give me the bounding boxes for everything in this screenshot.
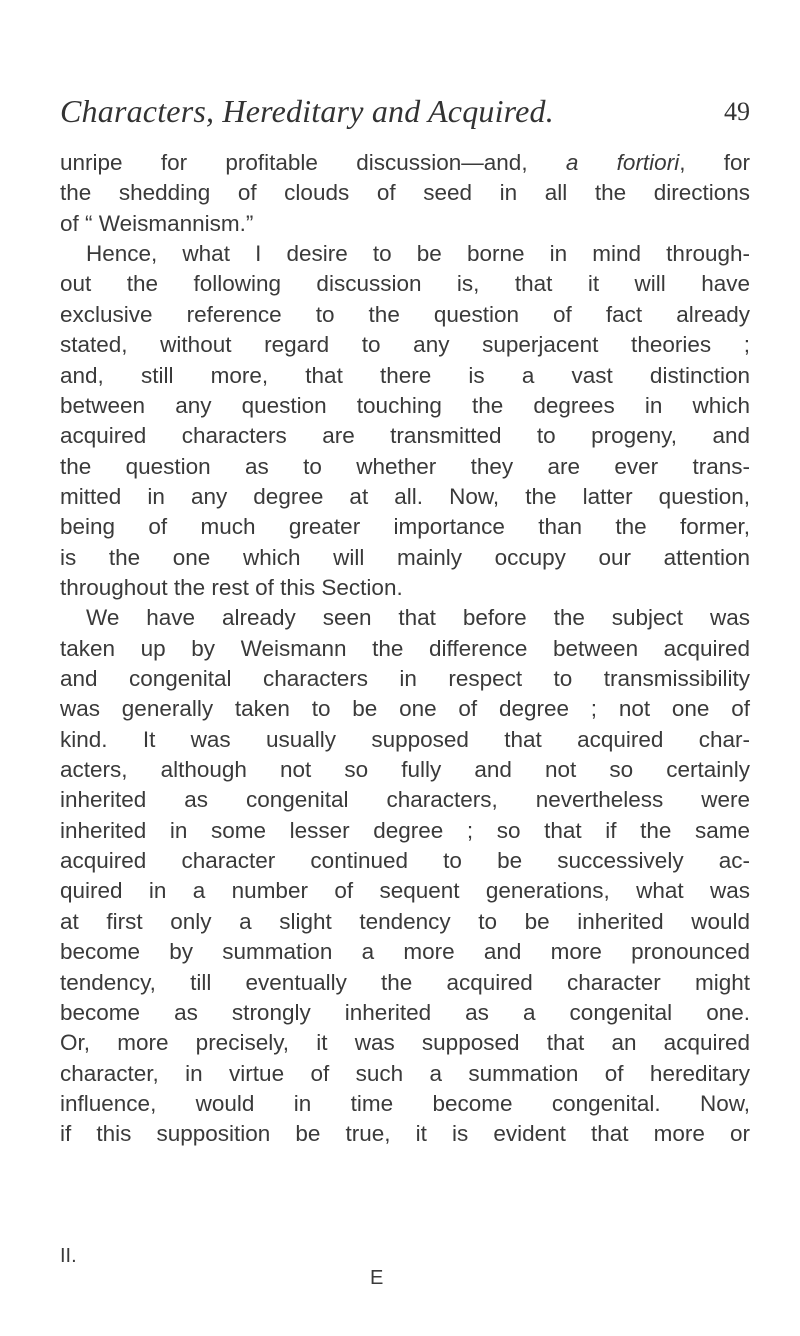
text-line-29: become as strongly inherited as a congenital one.	[60, 999, 750, 1025]
text-line-15: throughout the rest of this Section.	[60, 574, 403, 600]
text-line-11: the question as to whether they are ever trans-	[60, 453, 750, 479]
text-line-7: stated, without regard to any superjacent theories ;	[60, 332, 750, 358]
signature-mark: E	[370, 1267, 384, 1289]
text-line-30: Or, more precisely, it was supposed that an acquired	[60, 1030, 750, 1056]
text-line-27: become by summation a more and more pronounced	[60, 939, 750, 965]
text-line-12: mitted in any degree at all. Now, the latter question,	[60, 483, 750, 509]
running-title: Characters, Hereditary and Acquired.	[60, 93, 554, 129]
text-line-23: inherited in some lesser degree ; so that if the same	[60, 817, 750, 843]
italic-phrase: a fortiori	[565, 150, 680, 175]
running-head	[60, 93, 750, 133]
text-line-17: taken up by Weismann the difference between acquired	[60, 635, 750, 661]
text-line-33: if this supposition be true, it is evident that more or	[60, 1121, 750, 1147]
text-line-31: character, in virtue of such a summation of hereditary	[60, 1060, 750, 1086]
text-line-2: the shedding of clouds of seed in all the directions	[60, 180, 750, 206]
text-line-24: acquired character continued to be successively ac-	[60, 848, 750, 874]
text-line-19: was generally taken to be one of degree ; not one of	[60, 696, 750, 722]
text-line-28: tendency, till eventually the acquired character might	[60, 969, 750, 995]
volume-mark: II.	[60, 1245, 77, 1267]
text-line-1: unripe for profitable discussion—and, a fortiori, for	[60, 150, 751, 175]
page-number: 49	[724, 97, 750, 126]
text-line-4: Hence, what I desire to be borne in mind through-	[86, 241, 750, 267]
text-line-20: kind. It was usually supposed that acquired char-	[60, 726, 750, 752]
text-line-6: exclusive reference to the question of fact already	[60, 301, 750, 327]
text-line-21: acters, although not so fully and not so certainly	[60, 757, 750, 782]
text-line-8: and, still more, that there is a vast distinction	[60, 362, 750, 388]
text-line-26: at first only a slight tendency to be inherited would	[60, 908, 750, 934]
text-line-9: between any question touching the degrees in which	[60, 392, 750, 418]
text-line-18: and congenital characters in respect to transmissibility	[60, 666, 750, 691]
text-line-14: is the one which will mainly occupy our attention	[60, 544, 750, 570]
text-line-13: being of much greater importance than the former,	[60, 514, 750, 540]
text-line-22: inherited as congenital characters, nevertheless were	[60, 787, 750, 813]
text-line-5: out the following discussion is, that it will have	[60, 271, 750, 297]
text-line-10: acquired characters are transmitted to progeny, and	[60, 423, 750, 449]
text-line-25: quired in a number of sequent generations, what was	[60, 878, 750, 904]
text-line-32: influence, would in time become congenital. Now,	[60, 1090, 750, 1116]
text-line-3: of “ Weismannism.”	[60, 210, 254, 236]
text-line-16: We have already seen that before the subject was	[86, 605, 750, 631]
